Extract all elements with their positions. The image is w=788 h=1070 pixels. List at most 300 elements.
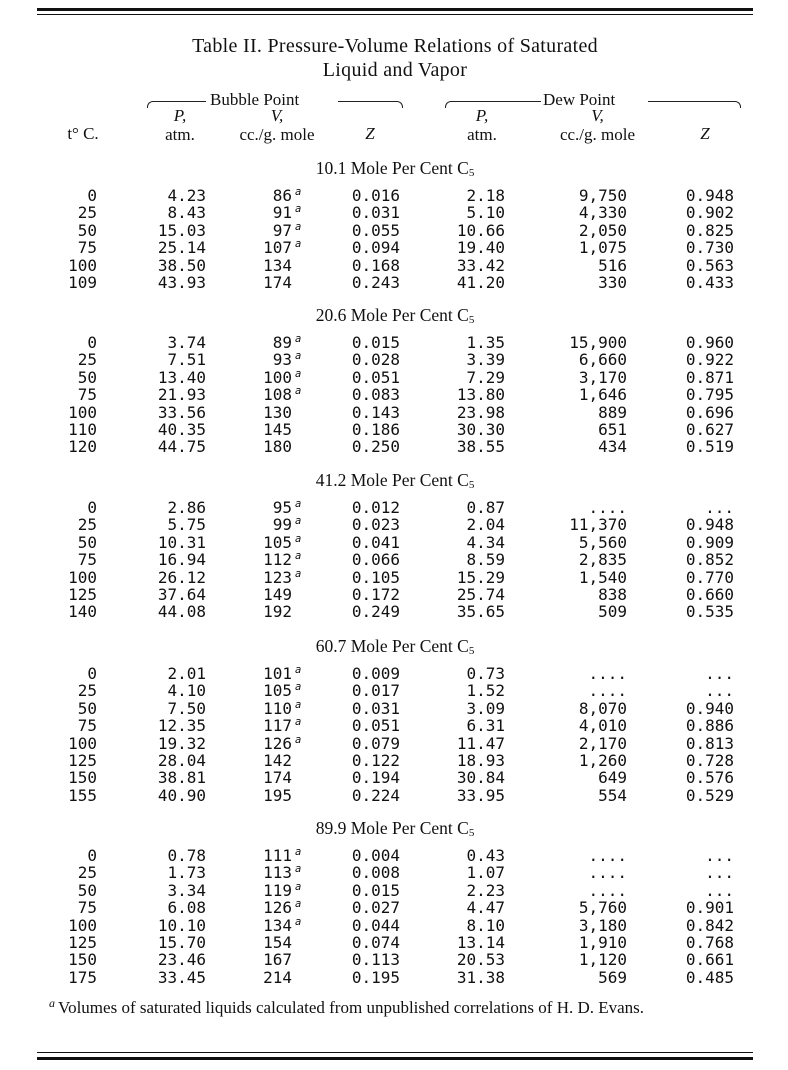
table-row (0, 769, 788, 786)
cell-bubble-v-value: 100 (263, 367, 292, 387)
cell-dew-z (670, 499, 734, 516)
cell-dew-p (440, 864, 505, 881)
cell-bubble-v (248, 386, 304, 403)
cell-bubble-z (340, 239, 400, 256)
cell-dew-p (440, 421, 505, 438)
cell-dew-z (670, 700, 734, 717)
cell-bubble-z-value: 0.249 (351, 602, 400, 622)
cell-bubble-z-value: 0.027 (351, 898, 400, 918)
cell-dew-z-value: ... (705, 863, 734, 883)
cell-dew-z-value: 0.563 (685, 255, 734, 275)
cell-dew-v-value: .... (588, 880, 627, 900)
cell-dew-v (555, 386, 627, 403)
cell-dew-p (440, 369, 505, 386)
cell-dew-p (440, 665, 505, 682)
cell-t-value: 25 (77, 350, 97, 370)
cell-dew-v (555, 735, 627, 752)
cell-t (60, 257, 97, 274)
section-title-text: 41.2 Mole Per Cent C (315, 470, 469, 490)
cell-dew-z (670, 421, 734, 438)
cell-t (60, 516, 97, 533)
cell-t (60, 438, 97, 455)
header-bubble-p (150, 106, 210, 144)
cell-bubble-v-value: 108 (263, 385, 292, 405)
cell-bubble-z (340, 222, 400, 239)
cell-dew-p-value: 38.55 (456, 437, 505, 457)
table-row (0, 700, 788, 717)
footnote-reference: a (295, 186, 302, 198)
header-bubble-p-unit: atm. (165, 125, 195, 144)
cell-dew-z-value: 0.535 (685, 602, 734, 622)
cell-dew-p (440, 274, 505, 291)
cell-dew-p (440, 187, 505, 204)
cell-dew-p (440, 787, 505, 804)
cell-bubble-z (340, 682, 400, 699)
footnote-reference: a (295, 532, 302, 545)
cell-t-value: 25 (77, 681, 97, 701)
cell-dew-p (440, 847, 505, 864)
cell-bubble-p (140, 682, 206, 699)
cell-bubble-z (340, 603, 400, 620)
cell-dew-z-value: 0.730 (685, 238, 734, 258)
cell-bubble-z-value: 0.051 (351, 716, 400, 736)
cell-dew-v-value: 3,180 (578, 915, 627, 935)
cell-bubble-z (340, 404, 400, 421)
cell-bubble-z (340, 499, 400, 516)
cell-t-value: 50 (77, 532, 97, 552)
cell-dew-z (670, 735, 734, 752)
section-title-subscript: 5 (468, 479, 475, 491)
cell-bubble-z (340, 369, 400, 386)
cell-dew-v (555, 351, 627, 368)
cell-dew-z (670, 222, 734, 239)
header-dew-v-unit: cc./g. mole (559, 125, 636, 144)
cell-dew-v-value: 651 (598, 420, 627, 439)
header-t-label: t° C. (67, 124, 99, 143)
cell-bubble-z (340, 534, 400, 551)
cell-dew-z (670, 569, 734, 586)
header-dew-p-unit: atm. (467, 125, 497, 144)
header-dew-z (690, 124, 720, 143)
cell-dew-z-value: 0.529 (685, 785, 734, 805)
cell-t-value: 25 (77, 863, 97, 883)
section-title-subscript: 5 (468, 827, 475, 839)
bottom-rule (37, 1057, 753, 1060)
cell-t-value: 100 (68, 915, 97, 935)
cell-dew-z-value: ... (705, 498, 734, 517)
cell-bubble-v-value: 105 (263, 532, 292, 552)
cell-bubble-v-value: 167 (263, 950, 292, 970)
cell-bubble-p-value: 19.32 (157, 733, 206, 753)
cell-dew-p-value: 18.93 (456, 751, 505, 770)
table-row (0, 534, 788, 551)
footnote-reference: a (295, 220, 302, 233)
cell-bubble-z-value: 0.094 (351, 238, 400, 258)
cell-t-value: 0 (87, 664, 97, 683)
cell-dew-p-value: 2.23 (466, 880, 505, 900)
section-title-text: 10.1 Mole Per Cent C (315, 158, 469, 178)
cell-bubble-p (140, 222, 206, 239)
cell-bubble-v (248, 569, 304, 586)
table-row (0, 969, 788, 986)
cell-dew-p-value: 23.98 (456, 402, 505, 422)
cell-t-value: 140 (68, 602, 97, 622)
cell-dew-v-value: 3,170 (578, 367, 627, 387)
header-bubble-v-unit: cc./g. mole (239, 125, 315, 144)
cell-t (60, 934, 97, 951)
cell-bubble-p-value: 13.40 (157, 367, 206, 387)
cell-t (60, 534, 97, 551)
cell-bubble-z (340, 187, 400, 204)
cell-bubble-z-value: 0.031 (351, 203, 400, 223)
table-row (0, 665, 788, 682)
footnote-reference: a (295, 203, 302, 216)
cell-t-value: 75 (77, 550, 97, 570)
cell-dew-p (440, 516, 505, 533)
cell-bubble-v-value: 134 (263, 915, 292, 935)
header-dew-v (540, 106, 655, 144)
cell-dew-p (440, 351, 505, 368)
cell-dew-v (555, 934, 627, 951)
cell-bubble-z (340, 951, 400, 968)
table-row (0, 499, 788, 516)
cell-bubble-v-value: 107 (263, 238, 292, 258)
cell-t-value: 0 (87, 498, 97, 517)
cell-bubble-p-value: 3.34 (167, 880, 206, 900)
cell-dew-p (440, 334, 505, 351)
cell-dew-p-value: 33.42 (456, 255, 505, 275)
cell-bubble-p-value: 38.50 (157, 255, 206, 275)
cell-dew-p-value: 25.74 (456, 585, 505, 604)
cell-bubble-p (140, 421, 206, 438)
cell-dew-p (440, 934, 505, 951)
cell-bubble-z (340, 257, 400, 274)
cell-bubble-p-value: 21.93 (157, 385, 206, 405)
cell-dew-z-value: 0.852 (685, 550, 734, 570)
cell-dew-p (440, 969, 505, 986)
table-row (0, 204, 788, 221)
cell-bubble-p (140, 752, 206, 769)
cell-dew-z-value: 0.940 (685, 698, 734, 718)
cell-bubble-z-value: 0.004 (351, 846, 400, 865)
cell-bubble-z-value: 0.015 (351, 880, 400, 900)
cell-bubble-v-value: 180 (263, 437, 292, 457)
cell-bubble-z (340, 934, 400, 951)
header-bubble-p-symbol: P, (173, 106, 187, 125)
cell-bubble-p (140, 735, 206, 752)
cell-dew-p (440, 551, 505, 568)
cell-bubble-p-value: 26.12 (157, 567, 206, 587)
table-row (0, 334, 788, 351)
cell-dew-v-value: 11,370 (569, 515, 627, 535)
cell-t (60, 717, 97, 734)
cell-bubble-p-value: 2.01 (167, 664, 206, 683)
cell-dew-z-value: 0.813 (685, 733, 734, 753)
cell-bubble-z-value: 0.066 (351, 550, 400, 570)
footnote-text: Volumes of saturated liquids calculated from unpublished correlations of H. D. Evans. (58, 998, 645, 1017)
cell-bubble-v (248, 665, 304, 682)
cell-dew-z-value: 0.660 (685, 585, 734, 604)
cell-bubble-v-value: 154 (263, 933, 292, 952)
cell-bubble-v-value: 123 (263, 567, 292, 587)
cell-bubble-p-value: 28.04 (157, 751, 206, 770)
cell-bubble-v (248, 187, 304, 204)
cell-dew-z-value: 0.825 (685, 220, 734, 240)
cell-bubble-v (248, 499, 304, 516)
cell-bubble-p (140, 569, 206, 586)
group-bubble-point: Bubble Point (210, 90, 300, 109)
cell-t (60, 499, 97, 516)
cell-bubble-v-value: 142 (263, 751, 292, 770)
cell-bubble-v (248, 917, 304, 934)
cell-dew-v-value: .... (588, 863, 627, 883)
caption-line-2: Liquid and Vapor (322, 59, 468, 81)
cell-bubble-z (340, 735, 400, 752)
cell-bubble-p-value: 43.93 (157, 273, 206, 292)
cell-dew-p (440, 257, 505, 274)
cell-dew-p (440, 404, 505, 421)
cell-t-value: 0 (87, 186, 97, 205)
cell-bubble-v (248, 603, 304, 620)
cell-dew-v-value: 6,660 (578, 350, 627, 370)
cell-bubble-p-value: 8.43 (167, 203, 206, 223)
cell-dew-p-value: 2.18 (466, 186, 505, 205)
header-t (58, 124, 108, 143)
cell-bubble-p (140, 516, 206, 533)
cell-t-value: 100 (68, 402, 97, 422)
cell-bubble-p-value: 38.81 (157, 768, 206, 788)
cell-bubble-v (248, 421, 304, 438)
cell-dew-p (440, 569, 505, 586)
cell-dew-z (670, 187, 734, 204)
cell-t (60, 386, 97, 403)
footnote-reference: a (295, 550, 302, 563)
cell-dew-v-value: 2,050 (578, 220, 627, 240)
cell-dew-z (670, 717, 734, 734)
cell-dew-z (670, 603, 734, 620)
table-row (0, 847, 788, 864)
cell-dew-z (670, 351, 734, 368)
cell-bubble-p (140, 899, 206, 916)
bubble-brace-right (338, 101, 403, 108)
cell-bubble-z-value: 0.015 (351, 333, 400, 352)
cell-bubble-v (248, 257, 304, 274)
cell-bubble-v-value: 195 (263, 785, 292, 805)
cell-bubble-p (140, 787, 206, 804)
cell-dew-z-value: 0.922 (685, 350, 734, 370)
cell-bubble-p-value: 40.90 (157, 785, 206, 805)
cell-bubble-p-value: 15.03 (157, 220, 206, 240)
cell-bubble-z (340, 421, 400, 438)
section-title-subscript: 5 (468, 314, 475, 326)
cell-dew-v (555, 499, 627, 516)
cell-dew-z (670, 438, 734, 455)
cell-bubble-z-value: 0.224 (351, 785, 400, 805)
cell-dew-z (670, 951, 734, 968)
footnote-reference: a (295, 880, 302, 893)
cell-dew-z (670, 899, 734, 916)
cell-dew-z-value: 0.948 (685, 515, 734, 535)
cell-dew-z-value: 0.909 (685, 532, 734, 552)
cell-dew-p-value: 19.40 (456, 238, 505, 258)
cell-t (60, 700, 97, 717)
cell-t-value: 155 (68, 785, 97, 805)
cell-bubble-z (340, 899, 400, 916)
cell-dew-p-value: 4.34 (466, 532, 505, 552)
cell-dew-v-value: 889 (598, 402, 627, 422)
cell-t (60, 187, 97, 204)
footnote-reference: a (295, 915, 302, 928)
cell-t-value: 109 (68, 273, 97, 292)
cell-t (60, 752, 97, 769)
cell-dew-v-value: 5,560 (578, 532, 627, 552)
cell-t (60, 586, 97, 603)
cell-bubble-p (140, 847, 206, 864)
cell-bubble-p (140, 969, 206, 986)
cell-bubble-p (140, 274, 206, 291)
table-row (0, 351, 788, 368)
cell-t-value: 100 (68, 733, 97, 753)
cell-bubble-p (140, 404, 206, 421)
cell-dew-p-value: 11.47 (456, 733, 505, 753)
cell-dew-p-value: 10.66 (456, 220, 505, 240)
cell-dew-z (670, 534, 734, 551)
cell-dew-z-value: 0.886 (685, 716, 734, 736)
cell-dew-p-value: 8.10 (466, 915, 505, 935)
cell-dew-z-value: 0.661 (685, 950, 734, 970)
cell-dew-p (440, 534, 505, 551)
footnote-reference: a (295, 664, 302, 676)
footnote-reference: a (295, 846, 302, 858)
cell-bubble-v-value: 119 (263, 880, 292, 900)
cell-t (60, 864, 97, 881)
cell-dew-z-value: ... (705, 664, 734, 683)
group-dew-point: Dew Point (543, 90, 616, 109)
cell-dew-z-value: 0.842 (685, 915, 734, 935)
cell-bubble-p (140, 665, 206, 682)
cell-bubble-p (140, 369, 206, 386)
cell-bubble-p (140, 603, 206, 620)
cell-bubble-z-value: 0.008 (351, 863, 400, 883)
cell-dew-v (555, 700, 627, 717)
cell-dew-v-value: 1,540 (578, 567, 627, 587)
cell-dew-v (555, 752, 627, 769)
cell-bubble-z (340, 752, 400, 769)
cell-bubble-z (340, 847, 400, 864)
cell-t (60, 421, 97, 438)
cell-bubble-p-value: 33.45 (157, 967, 206, 987)
cell-dew-z-value: 0.770 (685, 567, 734, 587)
cell-t (60, 404, 97, 421)
cell-bubble-p-value: 6.08 (167, 898, 206, 918)
cell-t-value: 120 (68, 437, 97, 457)
cell-dew-v (555, 665, 627, 682)
cell-t-value: 50 (77, 880, 97, 900)
cell-bubble-v-value: 86 (272, 186, 292, 205)
table-row (0, 274, 788, 291)
cell-bubble-v-value: 134 (263, 255, 292, 275)
cell-dew-v-value: 15,900 (569, 333, 627, 352)
cell-dew-v-value: 649 (598, 768, 627, 788)
cell-bubble-z-value: 0.041 (351, 532, 400, 552)
bottom-rule-thin (37, 1052, 753, 1053)
cell-t (60, 369, 97, 386)
cell-bubble-z-value: 0.186 (351, 420, 400, 439)
cell-t (60, 969, 97, 986)
cell-bubble-p-value: 16.94 (157, 550, 206, 570)
cell-dew-v (555, 682, 627, 699)
cell-bubble-z (340, 569, 400, 586)
section-title-text: 20.6 Mole Per Cent C (315, 305, 469, 325)
cell-dew-p-value: 15.29 (456, 567, 505, 587)
cell-bubble-z (340, 969, 400, 986)
footnote-reference: a (295, 498, 302, 510)
cell-bubble-z (340, 700, 400, 717)
cell-dew-z (670, 917, 734, 934)
header-dew-p (452, 106, 512, 144)
cell-dew-v-value: .... (588, 664, 627, 683)
cell-t (60, 222, 97, 239)
table-row (0, 917, 788, 934)
cell-bubble-p-value: 44.75 (157, 437, 206, 457)
cell-bubble-p (140, 187, 206, 204)
cell-dew-z (670, 404, 734, 421)
cell-dew-z-value: 0.576 (685, 768, 734, 788)
cell-dew-p (440, 438, 505, 455)
cell-dew-v (555, 239, 627, 256)
cell-dew-z (670, 665, 734, 682)
cell-dew-v (555, 969, 627, 986)
cell-dew-z-value: 0.901 (685, 898, 734, 918)
cell-t (60, 682, 97, 699)
cell-bubble-v-value: 110 (263, 698, 292, 718)
cell-dew-v-value: 434 (598, 437, 627, 457)
footnote-reference: a (295, 681, 302, 694)
section-title (37, 818, 753, 839)
cell-dew-v (555, 717, 627, 734)
cell-dew-z (670, 864, 734, 881)
cell-dew-z-value: 0.948 (685, 186, 734, 205)
cell-dew-v (555, 899, 627, 916)
cell-t-value: 100 (68, 255, 97, 275)
cell-bubble-z (340, 351, 400, 368)
cell-dew-p-value: 30.30 (456, 420, 505, 439)
cell-t (60, 569, 97, 586)
cell-bubble-z-value: 0.009 (351, 664, 400, 683)
cell-dew-v-value: 1,120 (578, 950, 627, 970)
cell-bubble-p-value: 5.75 (167, 515, 206, 535)
table-row (0, 682, 788, 699)
cell-dew-z-value: 0.902 (685, 203, 734, 223)
cell-bubble-z (340, 334, 400, 351)
cell-dew-p-value: 3.39 (466, 350, 505, 370)
cell-dew-p (440, 222, 505, 239)
cell-bubble-z-value: 0.243 (351, 273, 400, 292)
cell-bubble-z-value: 0.113 (351, 950, 400, 970)
cell-bubble-z (340, 787, 400, 804)
cell-dew-z-value: 0.627 (685, 420, 734, 439)
table-row (0, 369, 788, 386)
footnote-reference: a (295, 385, 302, 398)
cell-dew-v (555, 882, 627, 899)
cell-dew-v (555, 787, 627, 804)
cell-bubble-p-value: 1.73 (167, 863, 206, 883)
cell-dew-z-value: 0.960 (685, 333, 734, 352)
cell-dew-v-value: 569 (598, 967, 627, 987)
cell-bubble-z-value: 0.051 (351, 367, 400, 387)
cell-t-value: 125 (68, 585, 97, 604)
cell-bubble-z-value: 0.105 (351, 567, 400, 587)
